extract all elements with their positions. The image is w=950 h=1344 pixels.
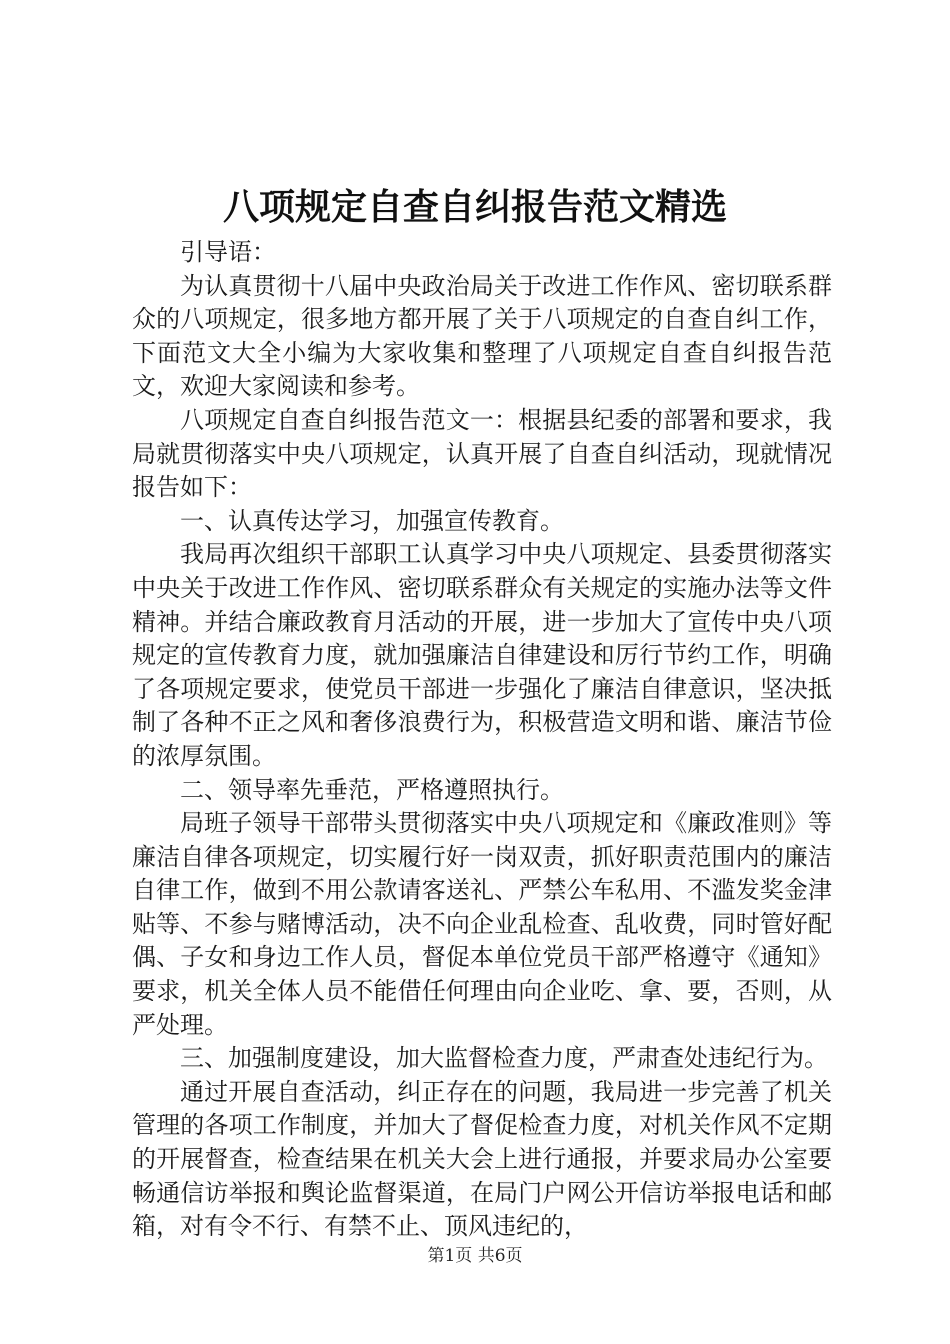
section-heading: 二、领导率先垂范，严格遵照执行。 bbox=[180, 775, 564, 804]
section-heading: 三、加强制度建设，加大监督检查力度，严肃查处违纪行为。 bbox=[180, 1044, 828, 1073]
paragraph: 为认真贯彻十八届中央政治局关于改进工作作风、密切联系群众的八项规定，很多地方都开展了关于八项规定的自查自纠工作，下面范文大全小编为大家收集和整理了八项规定自查自纠报告范文，欢迎大家阅读和参考。 bbox=[132, 271, 832, 401]
page-number-footer: 第1页 共6页 bbox=[427, 1246, 523, 1266]
paragraph: 八项规定自查自纠报告范文一：根据县纪委的部署和要求，我局就贯彻落实中央八项规定，认真开展了自查自纠活动，现就情况报告如下： bbox=[132, 405, 832, 502]
section-heading: 一、认真传达学习，加强宣传教育。 bbox=[180, 506, 564, 535]
document-title: 八项规定自查自纠报告范文精选 bbox=[222, 186, 727, 228]
document-body bbox=[132, 236, 832, 1244]
paragraph-intro-label: 引导语： bbox=[180, 238, 276, 266]
paragraph: 通过开展自查活动，纠正存在的问题，我局进一步完善了机关管理的各项工作制度，并加大了督促检查力度，对机关作风不定期的开展督查，检查结果在机关大会上进行通报，并要求局办公室要畅通信访举报和舆论监督渠道，在局门户网公开信访举报电话和邮箱，对有令不行、有禁不止、顶风违纪的， bbox=[132, 1077, 832, 1241]
paragraph: 局班子领导干部带头贯彻落实中央八项规定和《廉政准则》等廉洁自律各项规定，切实履行好一岗双责，抓好职责范围内的廉洁自律工作，做到不用公款请客送礼、严禁公车私用、不滥发奖金津贴等、不参与赌博活动，决不向企业乱检查、乱收费，同时管好配偶、子女和身边工作人员，督促本单位党员干部严格遵守《通知》要求，机关全体人员不能借任何理由向企业吃、拿、要，否则，从严处理。 bbox=[132, 809, 832, 1039]
paragraph: 我局再次组织干部职工认真学习中央八项规定、县委贯彻落实中央关于改进工作作风、密切联系群众有关规定的实施办法等文件精神。并结合廉政教育月活动的开展，进一步加大了宣传中央八项规定的宣传教育力度，就加强廉洁自律建设和厉行节约工作，明确了各项规定要求，使党员干部进一步强化了廉洁自律意识，坚决抵制了各种不正之风和奢侈浪费行为，积极营造文明和谐、廉洁节俭的浓厚氛围。 bbox=[132, 540, 832, 770]
